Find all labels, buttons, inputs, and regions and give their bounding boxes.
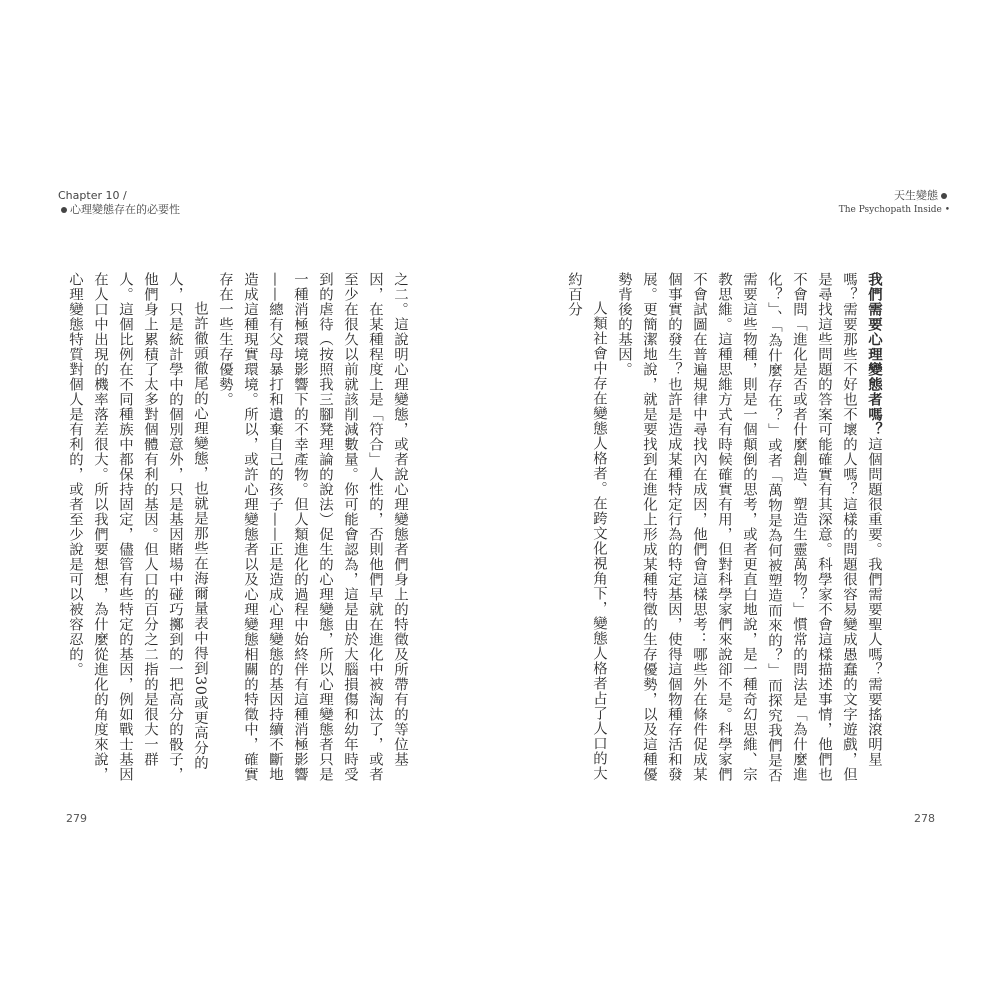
right-paragraph-2: 人類社會中存在變態人格者。在跨文化視角下，變態人格者占了人口的大約百分 — [566, 272, 607, 781]
left-paragraph-1: 之二。這說明心理變態，或者說心理變態者們身上的特徵及所帶有的等位基因，在某種程度上是「符合」人性的，否則他們早就在進化中被淘汰了，或者至少在很久以前就該削減數量。你可能會認為，這是由於大腦損傷和幼年時受到的虐待（按照我三腳凳理論的說法）促生的心理變態，所以心理變態者只是一種消極環境影響下的不幸產物。但人類進化的過程中始終伴有這種消極影響——總有父母暴打和遺棄自己的孩子——正是造成心理變態的基因持續不斷地造成這種現實環境。所以，或許心理變態者以及心理變態相關的特徵中，確實存在一些生存優勢。 — [217, 272, 408, 782]
right-paragraph-1 — [611, 272, 887, 792]
book-title-row — [839, 189, 950, 203]
book-subtitle-row: The Psychopath Inside • — [838, 205, 950, 215]
right-page-number: 278 — [914, 812, 935, 825]
chapter-label: Chapter 10 / — [58, 189, 127, 202]
right-paragraph-1-text: 這個問題很重要。我們需要聖人嗎？需要搖滾明星嗎？需要那些不好也不壞的人嗎？這樣的問題很容易變成愚蠢的文字遊戲，但是尋找這些問題的答案可能確實有其深意。科學家不會這樣描述事情，他們也不會問「進化是否或者什麼創造、塑造生靈萬物？」慣常的問法是「為什麼進化？」、「為什麼存在？」或者「萬物是為何被塑造而來的？」而探究我們是否需要這些物種，則是一個顛倒的思考，或者更直白地說，是一種奇幻思維、宗教思維。這種思維方式有時候確實有用，但對科學家們來說卻不是。科學家們不會試圖在普遍規律中尋找內在成因，他們會這樣思考：哪些外在條件促成某個事實的發生？也許是造成某種特定行為的特定基因，使得這個物種存活和發展。更簡潔地說，就是要找到在進化上形成某種特徵的生存優勢，以及這種優勢背後的基因。 — [616, 272, 882, 783]
left-running-header — [58, 189, 180, 217]
right-page-body — [566, 272, 887, 792]
left-page-body — [62, 272, 412, 792]
right-running-header — [839, 189, 950, 217]
chapter-subtitle: 心理變態存在的必要性 — [70, 203, 180, 216]
bullet-dot-icon — [941, 193, 947, 199]
book-title: 天生變態 — [894, 189, 938, 202]
bullet-dot-icon — [61, 207, 67, 213]
left-paragraph-2: 也許徹頭徹尾的心理變態，也就是那些在海爾量表中得到30或更高分的人，只是統計學中的個別意外，只是基因賭場中碰巧擲到的一把高分的骰子，他們身上累積了太多對個體有利的基因。但人口的百分之二指的是很大一群人。這個比例在不同種族中都保持固定，儘管有些特定的基因，例如戰士基因在人口中出現的機率落差很大。所以我們要想想，為什麼從進化的角度來說，心理變態特質對個人是有利的，或者至少說是可以被容忍的。 — [67, 272, 208, 782]
book-subtitle: The Psychopath Inside — [838, 205, 942, 215]
left-page-number: 279 — [66, 812, 87, 825]
section-heading: 我們需要心理變態者嗎？ — [866, 272, 883, 437]
chapter-subtitle-row — [58, 203, 180, 217]
